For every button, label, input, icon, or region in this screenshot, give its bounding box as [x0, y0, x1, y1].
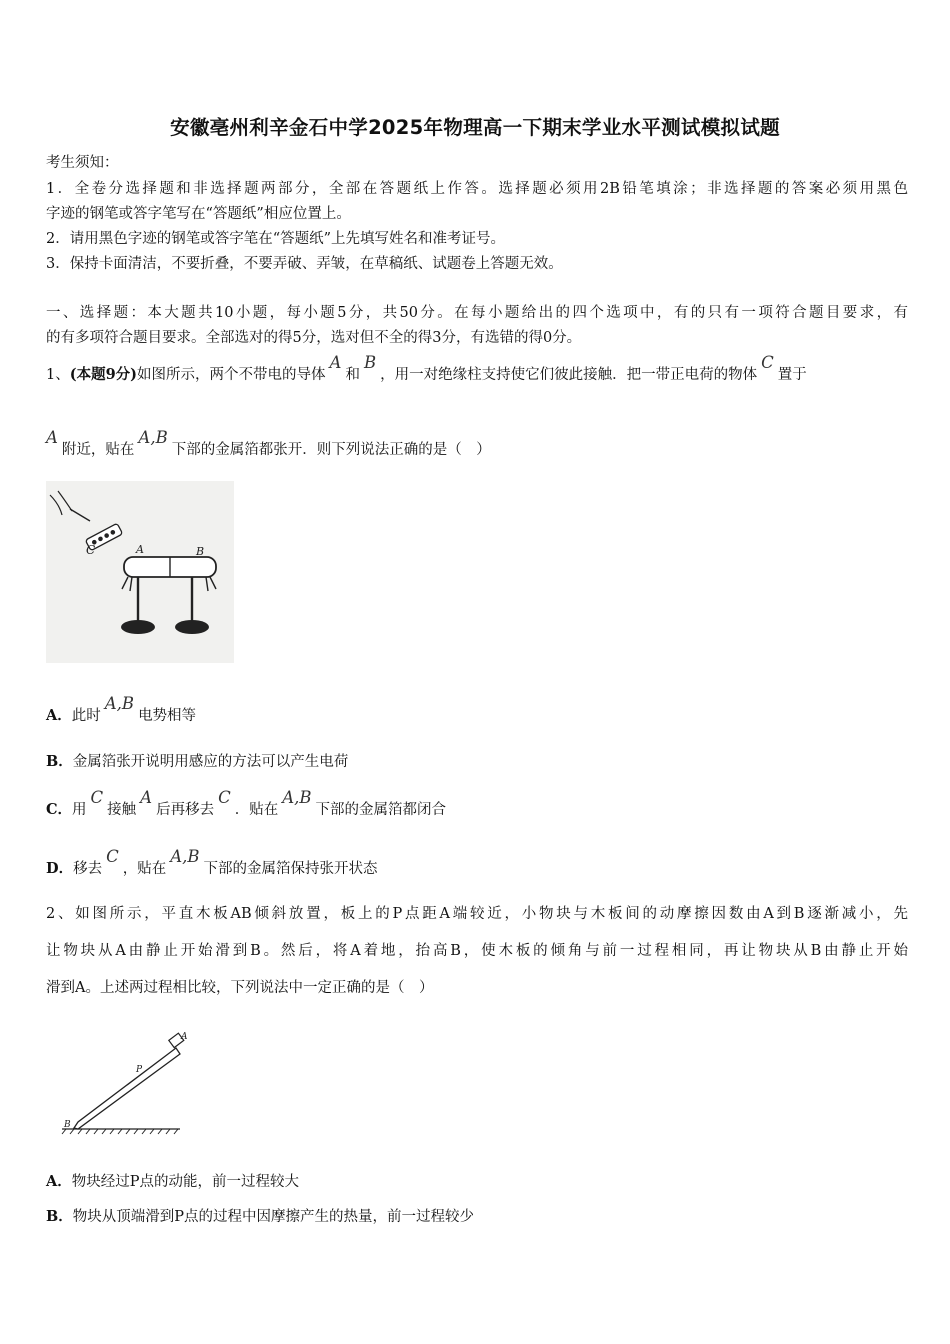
option-text: ．贴在: [234, 802, 279, 818]
stem-text: 下部的金属箔都张开．则下列说法正确的是（ ）: [171, 442, 491, 458]
notice-item-1: 1．全卷分选择题和非选择题两部分，全部在答题纸上作答。选择题必须用2B铅笔填涂；非选择题的答案必须用黑色: [46, 181, 908, 197]
option-key: C．: [46, 801, 73, 818]
stem-text: ，用一对绝缘柱支持使它们彼此接触．把一带正电荷的物体: [380, 367, 758, 383]
math-symbol: A,B: [282, 788, 312, 807]
option-text: 后再移去: [156, 802, 215, 818]
math-symbol: C: [90, 788, 104, 807]
notice-item-1-cont: 字迹的钢笔或答字笔写在“答题纸”相应位置上。: [46, 206, 351, 222]
math-symbol: A,B: [104, 694, 135, 713]
question-1-stem: [46, 353, 908, 385]
option-key: B．: [46, 753, 73, 770]
notice-item-2: 2．请用黑色字迹的钢笔或答字笔在“答题纸”上先填写姓名和准考证号。: [46, 231, 506, 247]
option-text: 此时: [71, 708, 101, 724]
label-c: C: [86, 543, 96, 557]
question-2-stem-cont: 让物块从A由静止开始滑到B。然后，将A着地，抬高B，使木板的倾角与前一过程相同，再让物块从B由静止开始: [46, 943, 908, 959]
label-a: A: [181, 1032, 188, 1042]
figure-incline: [56, 1030, 188, 1136]
question-1-option-c: [46, 788, 908, 820]
section-instructions-cont: 的有多项符合题目要求。全部选对的得5分，选对但不全的得3分，有选错的得0分。: [46, 330, 582, 346]
option-text: 电势相等: [138, 708, 197, 724]
ground-hatching: [62, 1129, 178, 1134]
option-text: ，贴在: [122, 861, 167, 877]
question-1-stem-cont: [46, 428, 908, 460]
stem-text: 和: [345, 367, 360, 383]
option-key: A．: [46, 1173, 72, 1190]
question-1-option-d: [46, 847, 908, 879]
question-1-option-b: [46, 752, 908, 772]
question-2-stem: 2、如图所示，平直木板AB倾斜放置，板上的P点距A端较近，小物块与木板间的动摩擦因数由A到B逐渐减小，先: [46, 906, 908, 922]
math-symbol: C: [761, 353, 774, 372]
option-key: A．: [46, 707, 72, 724]
label-p: P: [136, 1065, 143, 1075]
math-symbol: B: [363, 353, 377, 372]
math-symbol: A: [46, 428, 58, 447]
label-a: A: [136, 543, 144, 556]
math-symbol: C: [218, 788, 231, 807]
question-tag: (本题9分): [69, 366, 138, 383]
math-symbol: A: [140, 788, 153, 807]
stem-text: 附近，贴在: [61, 442, 135, 458]
option-text: 金属箔张开说明用感应的方法可以产生电荷: [72, 754, 349, 770]
math-symbol: C: [106, 847, 119, 866]
figure-conductors: [46, 481, 234, 663]
option-key: B．: [46, 1208, 73, 1225]
option-text: 下部的金属箔保持张开状态: [203, 861, 378, 877]
option-text: 物块从顶端滑到P点的过程中因摩擦产生的热量，前一过程较少: [72, 1209, 475, 1225]
math-symbol: A: [329, 353, 342, 372]
stem-text: 置于: [777, 367, 807, 383]
page-title: 安徽亳州利辛金石中学2025年物理高一下期末学业水平测试模拟试题: [170, 116, 780, 139]
option-text: 物块经过P点的动能，前一过程较大: [71, 1174, 300, 1190]
math-symbol: A,B: [138, 428, 168, 447]
notice-item-3: 3．保持卡面清洁，不要折叠，不要弄破、弄皱，在草稿纸、试题卷上答题无效。: [46, 256, 563, 272]
base-a: [121, 620, 155, 634]
question-2-stem-end: 滑到A。上述两过程相比较，下列说法中一定正确的是（ ）: [46, 980, 434, 996]
label-b: B: [64, 1120, 71, 1130]
option-text: 下部的金属箔都闭合: [315, 802, 447, 818]
inclined-board: [74, 1048, 180, 1129]
option-text: 用: [72, 802, 87, 818]
label-b: B: [196, 545, 205, 558]
question-2-option-a: [46, 1172, 908, 1192]
notice-heading: 考生须知：: [46, 155, 119, 171]
question-number: 1、: [46, 367, 70, 383]
option-key: D．: [46, 860, 74, 877]
math-symbol: A,B: [170, 847, 200, 866]
question-1-option-a: [46, 694, 908, 726]
question-2-option-b: [46, 1207, 908, 1227]
option-text: 接触: [107, 802, 137, 818]
stem-text: 如图所示，两个不带电的导体: [137, 367, 326, 383]
section-instructions: 一、选择题：本大题共10小题，每小题5分，共50分。在每小题给出的四个选项中，有的只有一项符合题目要求，有: [46, 305, 908, 321]
option-text: 移去: [73, 861, 103, 877]
base-b: [175, 620, 209, 634]
